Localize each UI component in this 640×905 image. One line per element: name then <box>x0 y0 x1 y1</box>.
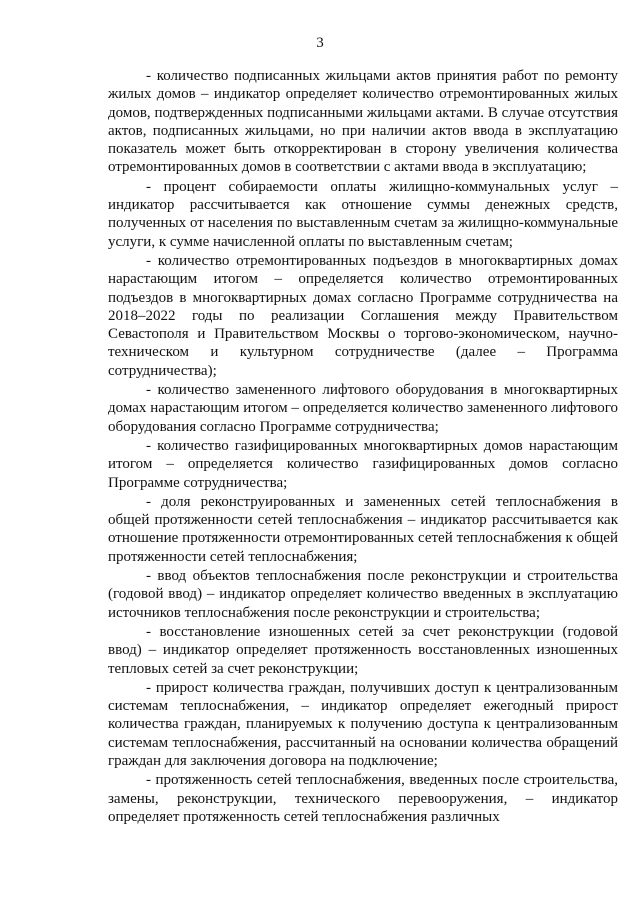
page-number: 3 <box>316 35 324 51</box>
paragraph-worn-networks-restoration: - восстановление изношенных сетей за счет реконструкции (годовой ввод) – индикатор определяет протяженность восстановленных изношенных тепловых сетей за счет реконструкции; <box>108 623 618 677</box>
paragraph-heat-facilities-commissioning: - ввод объектов теплоснабжения после реконструкции и строительства (годовой ввод) – индикатор определяет количество введенных в эксплуатацию источников теплоснабжения после реконструкции и строительства; <box>108 568 618 621</box>
paragraph-gasified-buildings: - количество газифицированных многоквартирных домов нарастающим итогом – определяется количество газифицированных домов согласно Программе сотрудничества; <box>108 437 618 491</box>
paragraph-acts-signed: - количество подписанных жильцами актов принятия работ по ремонту жилых домов – индикатор определяет количество отремонтированных жилых домов, подтвержденных подписанными жильцами актами. В случае отсутствия актов, подписанных жильцами, но при наличии актов ввода в эксплуатацию показатель может быть откорректирован в сторону увеличения количества отремонтированных домов в соответствии с актами ввода в эксплуатацию; <box>108 68 618 176</box>
paragraph-elevator-replacement: - количество замененного лифтового оборудования в многоквартирных домах нарастающим итогом – определяется количество замененного лифтового оборудования согласно Программе сотрудничества; <box>108 382 618 435</box>
document-body <box>108 67 618 827</box>
paragraph-citizens-access-growth: - прирост количества граждан, получивших доступ к централизованным системам теплоснабжения, – индикатор определяет ежегодный прирост количества граждан, планируемых к получению доступа к централизованным системам теплоснабжения, рассчитанный на основании количества обращений граждан для заключения договора на подключение; <box>108 679 618 769</box>
paragraph-entrances-repaired: - количество отремонтированных подъездов в многоквартирных домах нарастающим итогом – определяется количество отремонтированных подъездов в многоквартирных домах согласно Программе сотрудничества на 2018–2022 годы по реализации Соглашения между Правительством Севастополя и Правительством Москвы о торгово-экономическом, научно-техническом и культурном сотрудничестве (далее – Программа сотрудничества); <box>108 252 618 379</box>
paragraph-network-length: - протяженность сетей теплоснабжения, введенных после строительства, замены, реконструкции, технического перевооружения, – индикатор определяет протяженность сетей теплоснабжения различных <box>108 772 618 825</box>
paragraph-payment-collection: - процент собираемости оплаты жилищно-коммунальных услуг – индикатор рассчитывается как отношение суммы денежных средств, полученных от населения по выставленным счетам за жилищно-коммунальные услуги, к сумме начисленной оплаты по выставленным счетам; <box>108 178 618 250</box>
paragraph-heat-network-share: - доля реконструированных и замененных сетей теплоснабжения в общей протяженности сетей теплоснабжения – индикатор рассчитывается как отношение протяженности отремонтированных сетей теплоснабжения к общей протяженности сетей теплоснабжения; <box>108 493 618 565</box>
